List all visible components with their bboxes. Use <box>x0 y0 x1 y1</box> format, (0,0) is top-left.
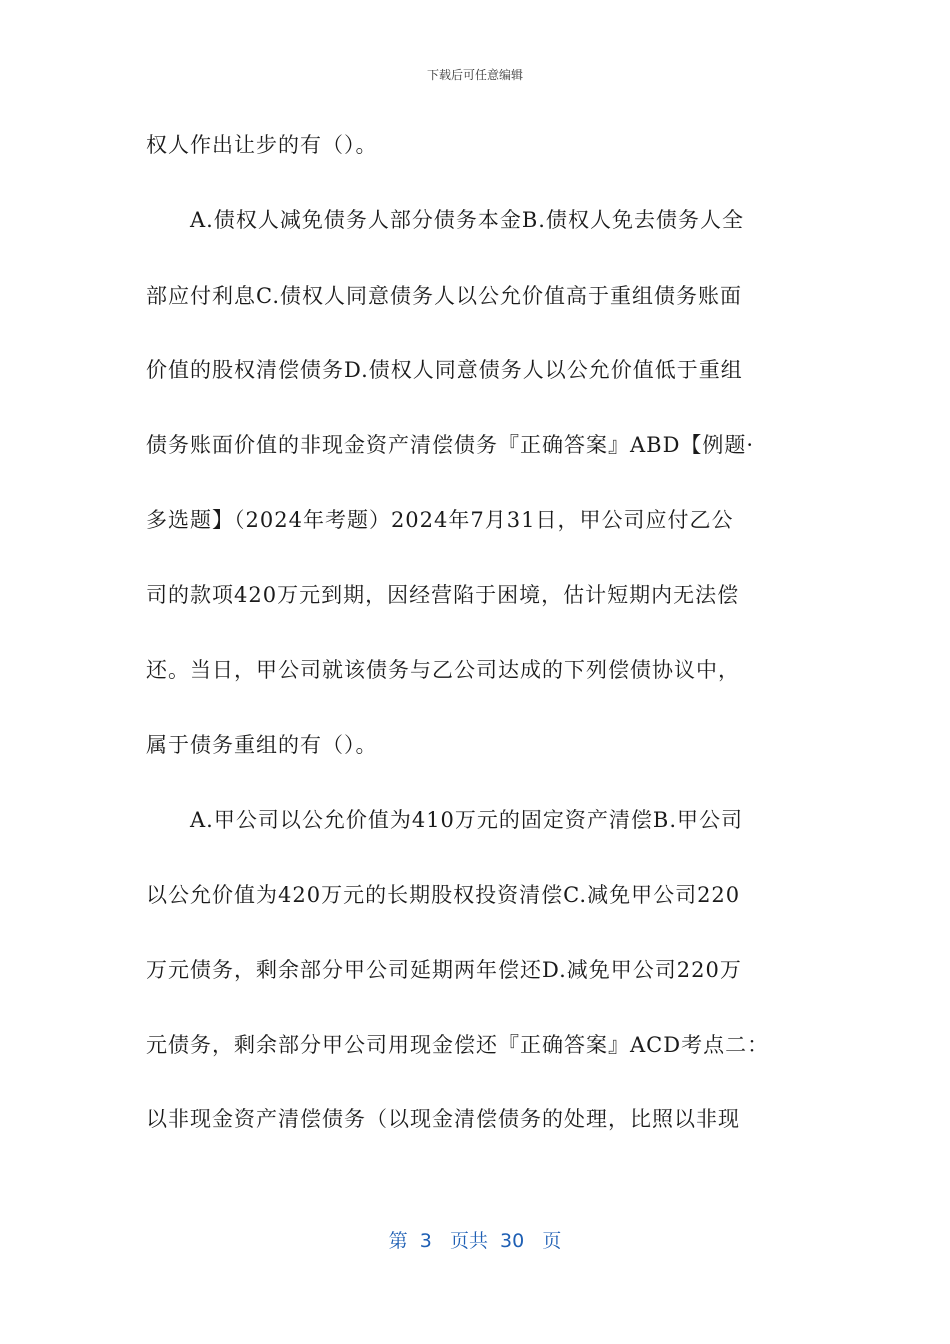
page-header: 下载后可任意编辑 <box>426 68 523 82</box>
text-line: A.债权人减免债务人部分债务本金B.债权人免去债务人全 <box>190 208 744 232</box>
text-line: 元债务，剩余部分甲公司用现金偿还『正确答案』ACD考点二： <box>146 1033 770 1057</box>
text-line: 价值的股权清偿债务D.债权人同意债务人以公允价值低于重组 <box>146 358 743 382</box>
text-line: A.甲公司以公允价值为410万元的固定资产清偿B.甲公司 <box>190 808 744 832</box>
text-line: 属于债务重组的有（）。 <box>146 733 378 757</box>
text-line: 债务账面价值的非现金资产清偿债务『正确答案』ABD【例题· <box>146 433 755 457</box>
page-footer: 第 3 页共 30 页 <box>388 1230 562 1252</box>
text-line: 权人作出让步的有（）。 <box>146 133 378 157</box>
text-line: 多选题】（2024年考题）2024年7月31日，甲公司应付乙公 <box>146 508 734 532</box>
text-line: 司的款项420万元到期，因经营陷于困境，估计短期内无法偿 <box>146 583 740 607</box>
text-line: 部应付利息C.债权人同意债务人以公允价值高于重组债务账面 <box>146 284 742 308</box>
text-line: 万元债务，剩余部分甲公司延期两年偿还D.减免甲公司220万 <box>146 958 742 982</box>
text-line: 以公允价值为420万元的长期股权投资清偿C.减免甲公司220 <box>146 883 741 907</box>
text-line: 以非现金资产清偿债务（以现金清偿债务的处理，比照以非现 <box>146 1107 740 1131</box>
text-line: 还。当日，甲公司就该债务与乙公司达成的下列偿债协议中， <box>146 658 740 682</box>
